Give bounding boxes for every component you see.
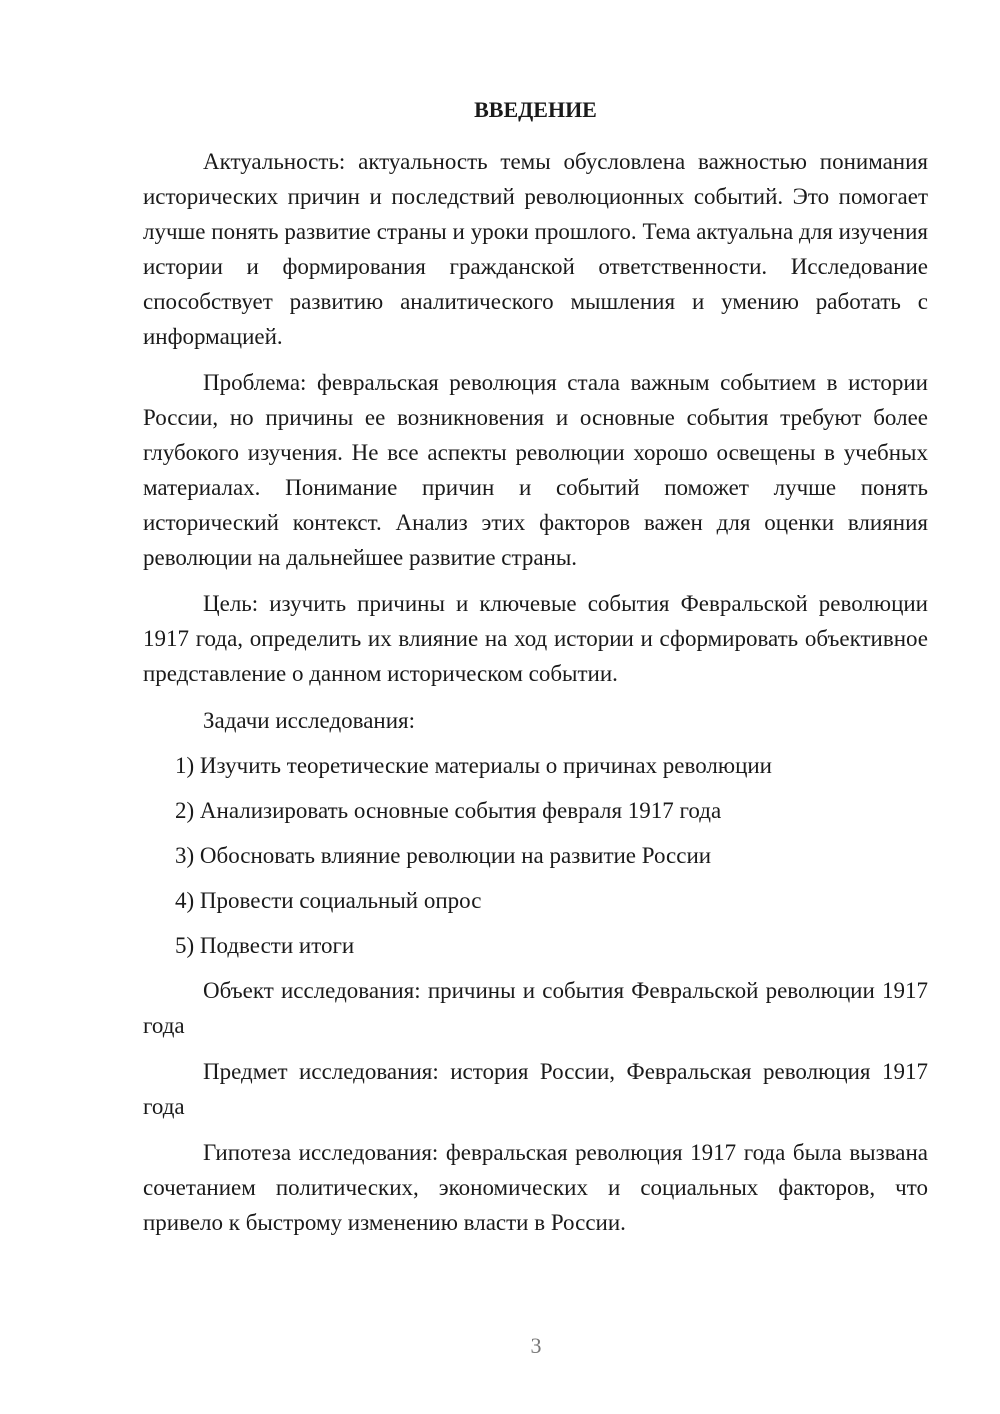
hypothesis-paragraph: Гипотеза исследования: февральская революция 1917 года была вызвана сочетанием политических, экономических и социальных факторов, что привело к быстрому изменению власти в России.	[143, 1140, 928, 1235]
tasks-list	[143, 748, 928, 963]
list-item: 3) Обосновать влияние революции на развитие России	[175, 843, 712, 868]
goal-paragraph: Цель: изучить причины и ключевые события Февральской революции 1917 года, определить их влияние на ход истории и сформировать объективное представление о данном историческом событии.	[143, 591, 928, 686]
list-item: 5) Подвести итоги	[175, 933, 355, 958]
list-item: 2) Анализировать основные события февраля 1917 года	[175, 798, 722, 823]
list-item: 1) Изучить теоретические материалы о причинах революции	[175, 753, 772, 778]
list-item: 4) Провести социальный опрос	[175, 888, 482, 913]
relevance-paragraph: Актуальность: актуальность темы обусловлена важностью понимания исторических причин и последствий революционных событий. Это помогает лучше понять развитие страны и уроки прошлого. Тема актуальна для изучения истории и формирования гражданской ответственности. Исследование способствует развитию аналитического мышления и умению работать с информацией.	[143, 149, 928, 349]
subject-paragraph: Предмет исследования: история России, Февральская революция 1917 года	[143, 1059, 928, 1119]
object-paragraph: Объект исследования: причины и события Февральской революции 1917 года	[143, 978, 928, 1038]
page-content	[143, 92, 928, 1251]
page-number: 3	[530, 1333, 542, 1358]
tasks-heading: Задачи исследования:	[203, 708, 416, 733]
page-title: ВВЕДЕНИЕ	[474, 97, 597, 122]
problem-paragraph: Проблема: февральская революция стала важным событием в истории России, но причины ее возникновения и основные события требуют более глубокого изучения. Не все аспекты революции хорошо освещены в учебных материалах. Понимание причин и событий поможет лучше понять исторический контекст. Анализ этих факторов важен для оценки влияния революции на дальнейшее развитие страны.	[143, 370, 928, 570]
